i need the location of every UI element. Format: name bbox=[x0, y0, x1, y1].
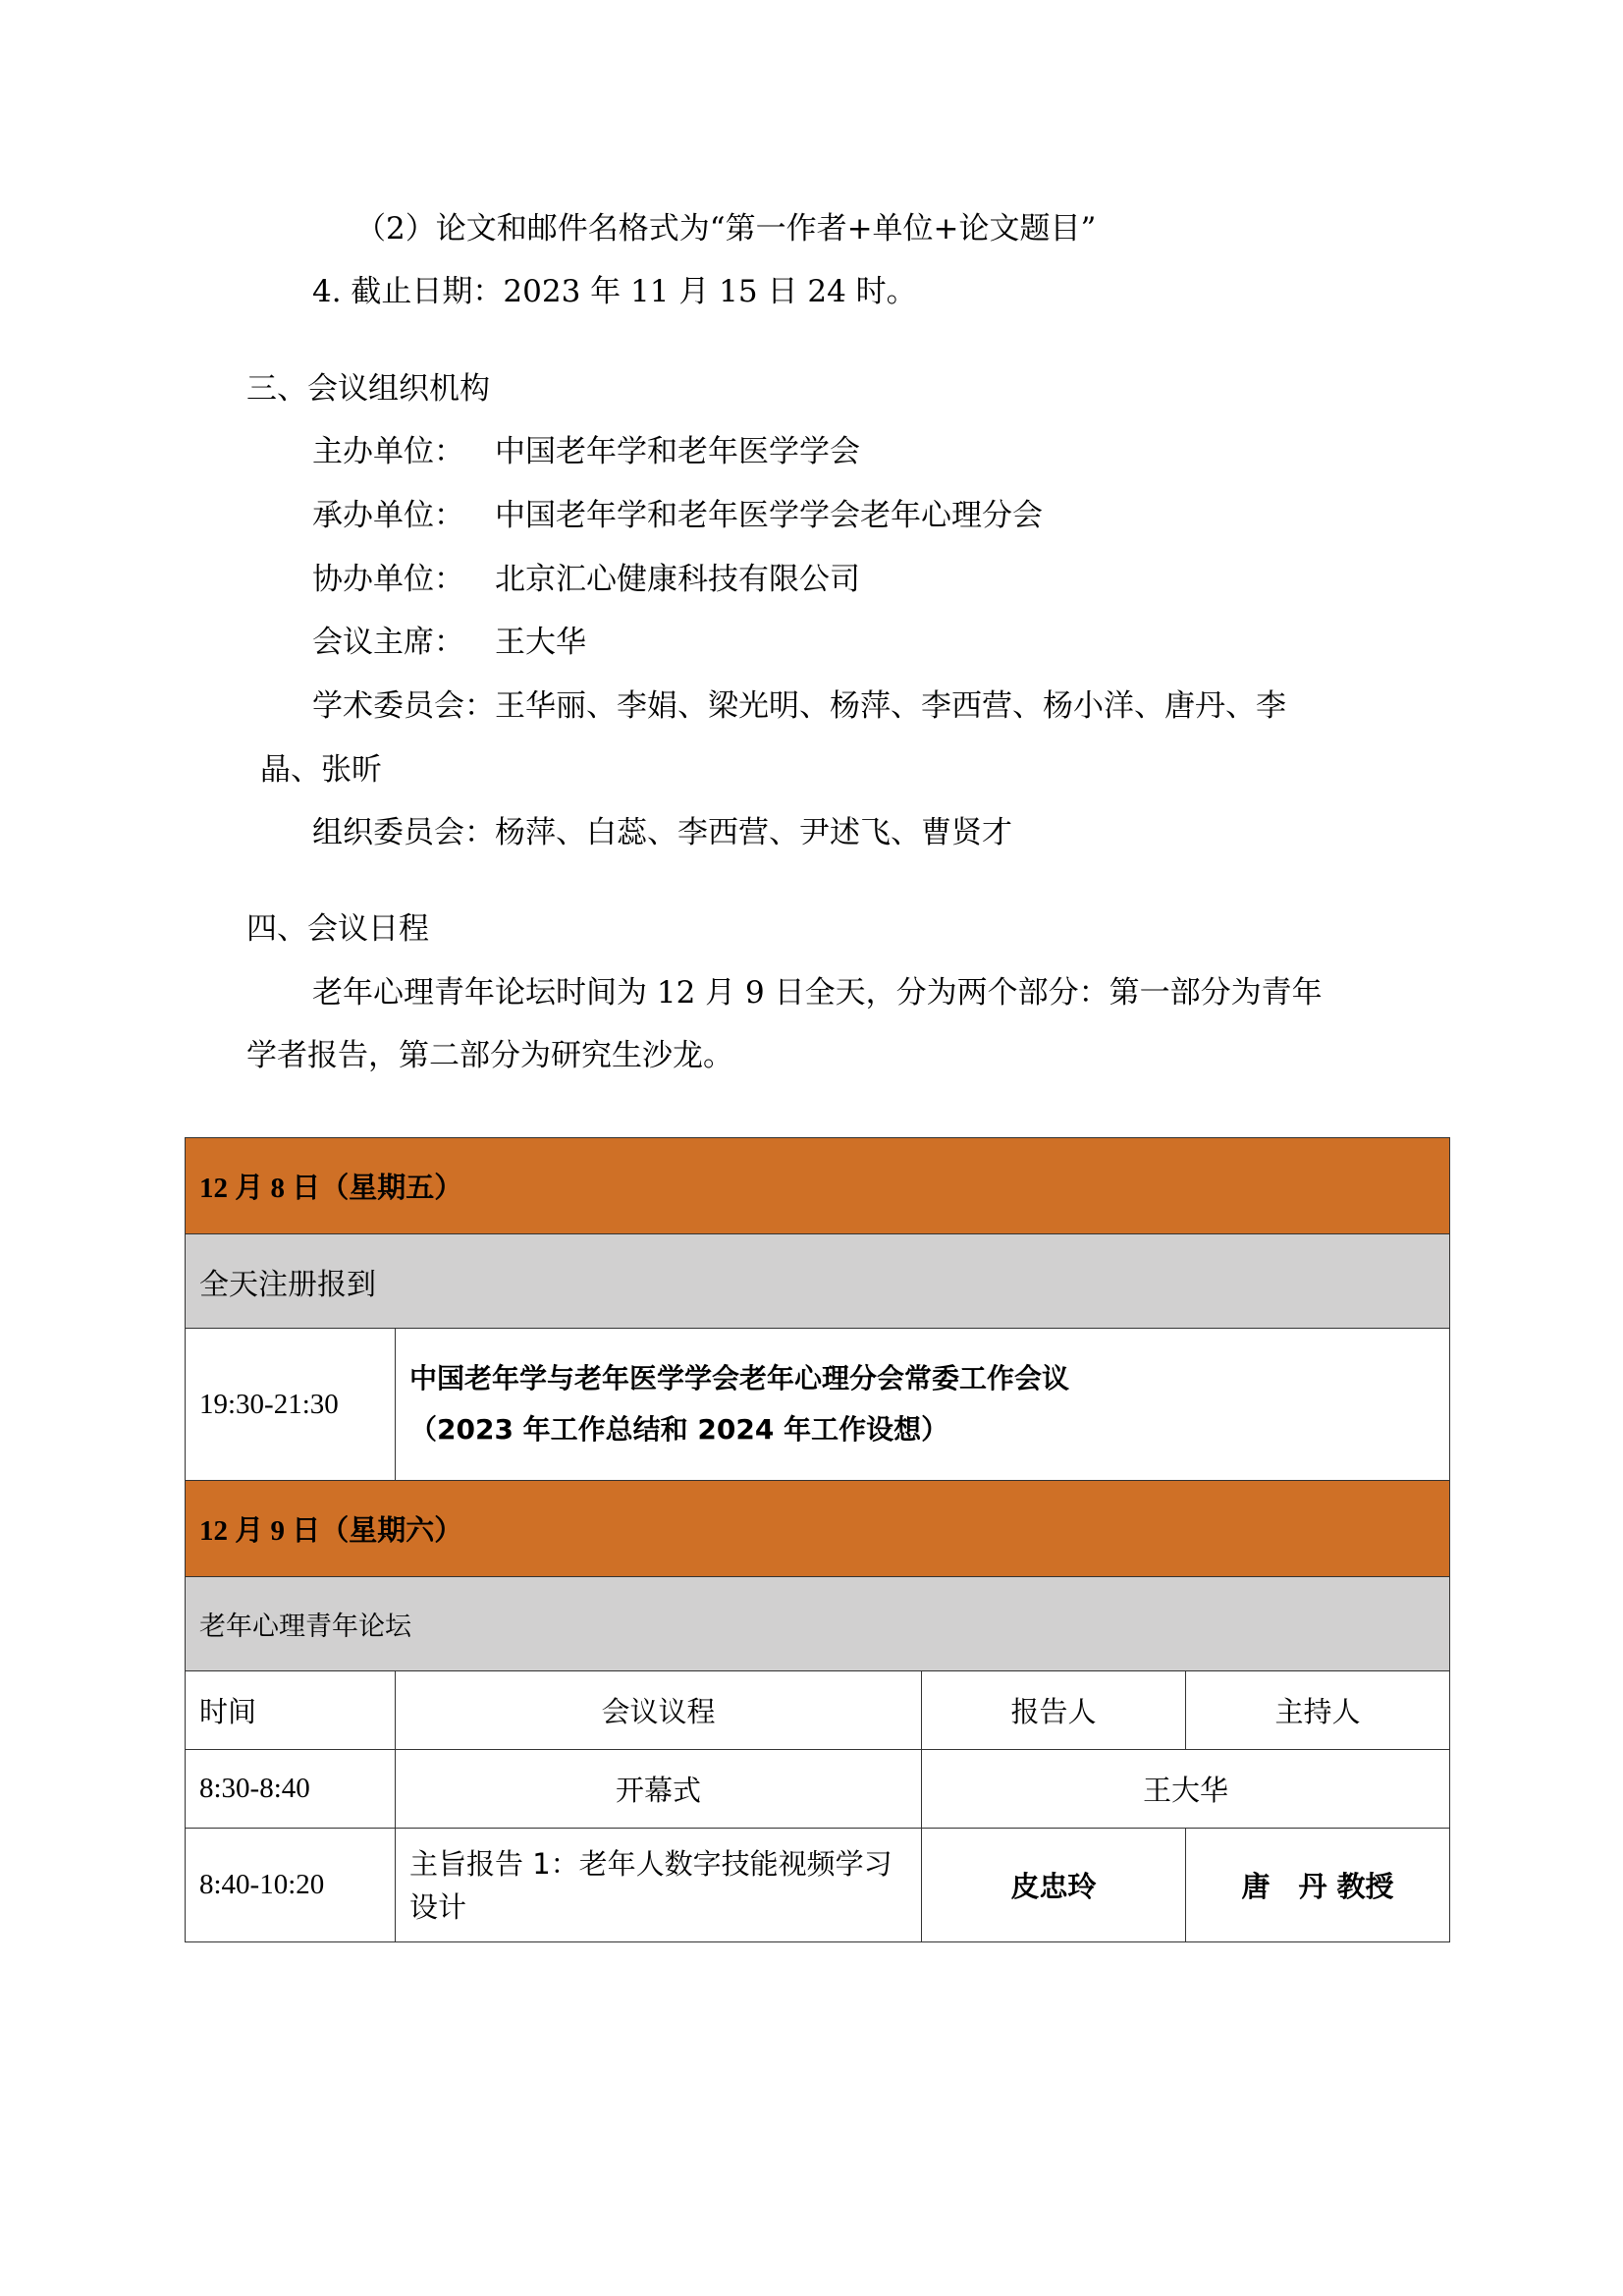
registration-row bbox=[186, 1234, 1450, 1329]
organizing-committee-label: 组织委员会： bbox=[312, 815, 495, 850]
forum-title-row bbox=[186, 1577, 1450, 1671]
section-four-title: 四、会议日程 bbox=[246, 911, 429, 947]
schedule-intro-line2: 学者报告，第二部分为研究生沙龙。 bbox=[246, 1038, 733, 1073]
table-row bbox=[186, 1829, 1450, 1942]
coorganizer-unit-line bbox=[312, 560, 860, 599]
deadline-item: 4. 截止日期：2023 年 11 月 15 日 24 时。 bbox=[312, 274, 917, 309]
keynote-agenda bbox=[396, 1829, 922, 1942]
table-row bbox=[186, 1750, 1450, 1829]
coorganizer-unit-value: 北京汇心健康科技有限公司 bbox=[495, 562, 860, 597]
header-speaker: 报告人 bbox=[922, 1671, 1186, 1750]
schedule-table bbox=[185, 1137, 1450, 1942]
organizer-unit-line bbox=[312, 496, 1043, 535]
opening-time: 8:30-8:40 bbox=[186, 1750, 396, 1829]
registration-cell: 全天注册报到 bbox=[186, 1234, 1450, 1329]
academic-committee-line bbox=[312, 686, 1286, 726]
academic-committee-label: 学术委员会： bbox=[312, 688, 495, 724]
host-unit-value: 中国老年学和老年医学学会 bbox=[495, 434, 860, 469]
chair-label: 会议主席： bbox=[312, 625, 464, 660]
keynote-agenda-line1: 主旨报告 1：老年人数字技能视频学习 bbox=[409, 1846, 893, 1881]
day-one-heading: 12 月 8 日（星期五） bbox=[186, 1138, 1450, 1234]
chair-value: 王大华 bbox=[495, 625, 586, 660]
keynote-agenda-line2: 设计 bbox=[409, 1889, 467, 1924]
table-header-row bbox=[186, 1671, 1450, 1750]
organizing-committee-line bbox=[312, 813, 1012, 852]
schedule-intro-line1: 老年心理青年论坛时间为 12 月 9 日全天，分为两个部分：第一部分为青年 bbox=[312, 975, 1323, 1011]
organizer-unit-value: 中国老年学和老年医学学会老年心理分会 bbox=[495, 498, 1043, 533]
host-unit-label: 主办单位： bbox=[312, 434, 464, 469]
keynote-time: 8:40-10:20 bbox=[186, 1829, 396, 1942]
committee-meeting-subtitle: （2023 年工作总结和 2024 年工作设想） bbox=[409, 1413, 949, 1446]
section-three-title: 三、会议组织机构 bbox=[246, 371, 490, 407]
committee-meeting-row bbox=[186, 1329, 1450, 1481]
committee-meeting-time: 19:30-21:30 bbox=[186, 1329, 396, 1481]
header-time: 时间 bbox=[186, 1671, 396, 1750]
header-agenda: 会议议程 bbox=[396, 1671, 922, 1750]
opening-agenda: 开幕式 bbox=[396, 1750, 922, 1829]
academic-committee-continuation: 晶、张昕 bbox=[260, 752, 382, 788]
forum-title-cell: 老年心理青年论坛 bbox=[186, 1577, 1450, 1671]
organizing-committee-value: 杨萍、白蕊、李西营、尹述飞、曹贤才 bbox=[495, 815, 1012, 850]
chair-line bbox=[312, 623, 586, 662]
host-unit-line bbox=[312, 432, 860, 471]
day-two-row bbox=[186, 1481, 1450, 1577]
academic-committee-value: 王华丽、李娟、梁光明、杨萍、李西营、杨小洋、唐丹、李 bbox=[495, 688, 1286, 724]
organizer-unit-label: 承办单位： bbox=[312, 498, 464, 533]
day-two-heading: 12 月 9 日（星期六） bbox=[186, 1481, 1450, 1577]
header-host: 主持人 bbox=[1186, 1671, 1450, 1750]
keynote-speaker: 皮忠玲 bbox=[922, 1829, 1186, 1942]
keynote-host: 唐 丹 教授 bbox=[1186, 1829, 1450, 1942]
opening-speaker: 王大华 bbox=[922, 1750, 1450, 1829]
day-one-row bbox=[186, 1138, 1450, 1234]
coorganizer-unit-label: 协办单位： bbox=[312, 562, 464, 597]
submission-format-item: （2）论文和邮件名格式为“第一作者+单位+论文题目” bbox=[355, 211, 1097, 246]
committee-meeting-cell bbox=[396, 1329, 1450, 1481]
committee-meeting-title: 中国老年学与老年医学学会老年心理分会常委工作会议 bbox=[409, 1362, 1070, 1394]
